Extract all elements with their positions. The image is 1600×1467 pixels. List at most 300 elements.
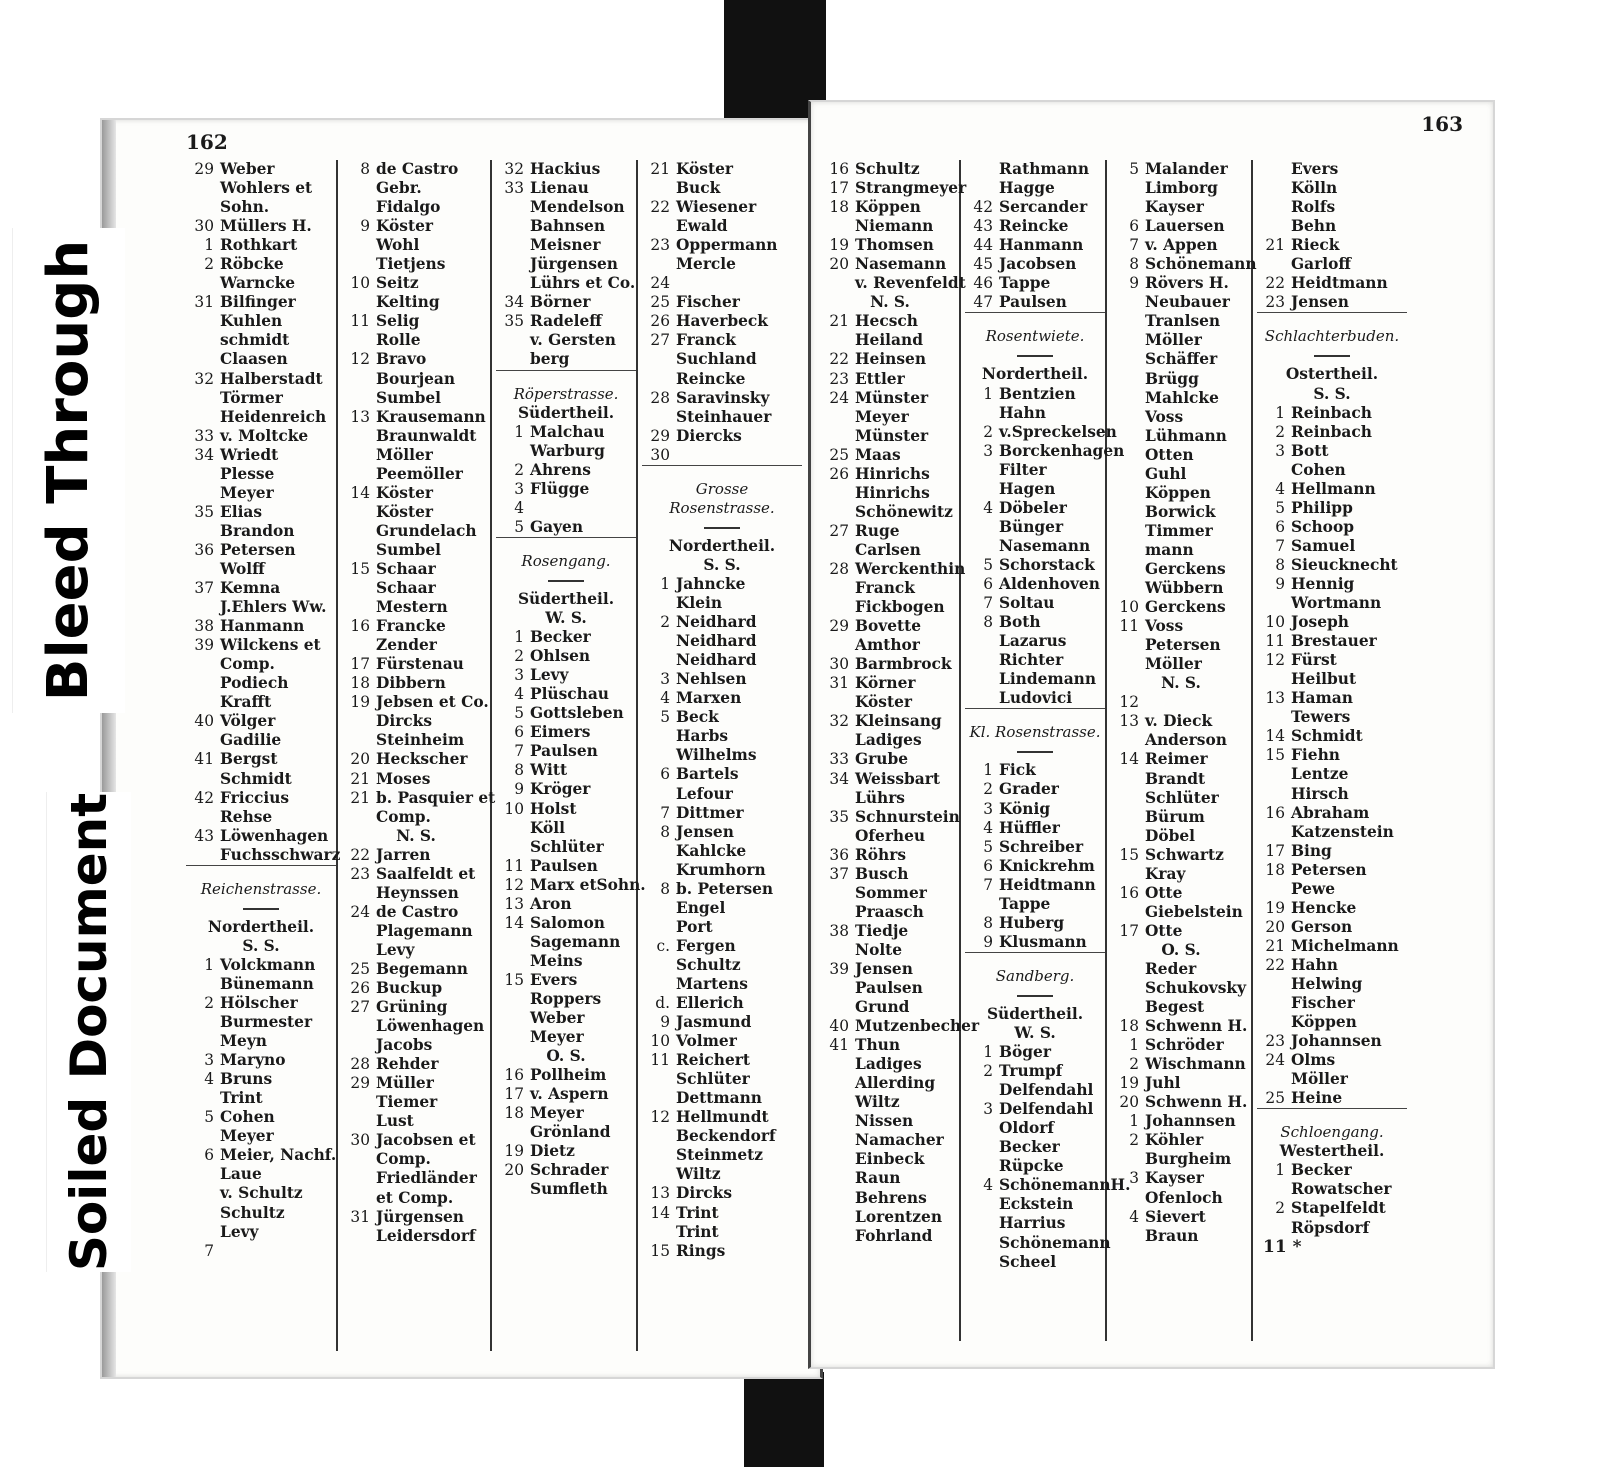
resident-name: Mestern: [376, 598, 448, 617]
directory-entry: [642, 956, 802, 975]
directory-entry: [186, 750, 336, 769]
directory-entry: [342, 770, 490, 789]
resident-name: Möller: [1291, 1070, 1348, 1089]
resident-name: Tiedje: [855, 921, 909, 940]
resident-name: Tappe: [999, 274, 1051, 293]
resident-name: Schlüter: [676, 1070, 750, 1089]
resident-name: Comp.: [220, 655, 275, 674]
resident-name: v. Appen: [1145, 236, 1218, 255]
resident-name: Mendelson: [530, 198, 625, 217]
resident-name: N. S.: [396, 826, 436, 845]
resident-name: Levy: [220, 1222, 259, 1241]
house-number: 4: [1129, 1207, 1139, 1226]
resident-name: Bravo: [376, 350, 427, 369]
street-heading: Sandberg.: [995, 966, 1075, 985]
resident-name: Hinrichs: [855, 464, 930, 483]
house-number: 21: [829, 312, 849, 331]
resident-name: Heidtmann: [999, 875, 1096, 894]
directory-entry: [821, 579, 959, 598]
directory-entry: [1111, 1131, 1251, 1150]
directory-entry: [1257, 975, 1407, 994]
directory-entry: [186, 541, 336, 560]
directory-entry: [496, 914, 636, 933]
house-number: 9: [983, 932, 993, 951]
directory-entry: [1257, 537, 1407, 556]
resident-name: Claasen: [220, 350, 288, 369]
directory-entry: [821, 655, 959, 674]
house-number: 3: [983, 1100, 993, 1119]
house-number: 8: [660, 879, 670, 898]
directory-entry: [1111, 465, 1251, 484]
house-number: 5: [660, 708, 670, 727]
directory-entry: [821, 750, 959, 769]
directory-entry: [821, 236, 959, 255]
directory-entry: [1111, 560, 1251, 579]
house-number: 2: [983, 422, 993, 441]
directory-entry: [496, 838, 636, 857]
directory-entry: [1111, 541, 1251, 560]
resident-name: Döbel: [1145, 826, 1196, 845]
directory-entry: [1257, 556, 1407, 575]
resident-name: v. Gersten: [530, 331, 616, 350]
directory-entry: [496, 160, 636, 179]
directory-entry: [1111, 236, 1251, 255]
resident-name: Borwick: [1145, 502, 1216, 521]
section-subheading: Südertheil.: [517, 589, 615, 608]
resident-name: Schukovsky: [1145, 979, 1247, 998]
resident-name: Rothkart: [220, 236, 298, 255]
resident-name: Sieucknecht: [1291, 555, 1398, 574]
directory-entry: [1111, 1189, 1251, 1208]
directory-entry: [342, 1189, 490, 1208]
resident-name: Sumbel: [376, 388, 441, 407]
directory-entry: [642, 727, 802, 746]
section-subheading: Ostertheil.: [1285, 365, 1379, 384]
soiled-document-text: Soiled Document: [60, 792, 119, 1272]
resident-name: Jarren: [376, 845, 431, 864]
directory-entry: [1257, 708, 1407, 727]
directory-entry: [1111, 293, 1251, 312]
house-number: 34: [504, 293, 524, 312]
resident-name: Francke: [376, 617, 446, 636]
directory-entry: [642, 179, 802, 198]
directory-entry: [821, 427, 959, 446]
house-number: 23: [1265, 1032, 1285, 1051]
directory-entry: [821, 465, 959, 484]
resident-name: Sumbel: [376, 540, 441, 559]
resident-name: Ofenloch: [1145, 1188, 1223, 1207]
resident-name: Cohen: [1291, 460, 1346, 479]
directory-entry: [1111, 960, 1251, 979]
resident-name: berg: [530, 350, 570, 369]
directory-entry: [642, 370, 802, 389]
directory-entry: [186, 217, 336, 236]
resident-name: Weissbart: [855, 769, 940, 788]
directory-entry: [186, 693, 336, 712]
directory-entry: [965, 274, 1105, 293]
directory-entry: [496, 800, 636, 819]
directory-entry: [1111, 217, 1251, 236]
resident-name: Jensen: [676, 822, 734, 841]
house-number: 24: [829, 388, 849, 407]
resident-name: Reinbach: [1291, 422, 1372, 441]
directory-entry: [1257, 461, 1407, 480]
directory-entry: [496, 952, 636, 971]
directory-entry: [496, 442, 636, 461]
resident-name: Werckenthin: [855, 559, 966, 578]
directory-entry: [342, 236, 490, 255]
directory-entry: [642, 217, 802, 236]
resident-name: Huberg: [999, 913, 1065, 932]
house-number: 1: [1129, 1112, 1139, 1131]
house-number: 18: [829, 198, 849, 217]
house-number: 15: [504, 970, 524, 989]
house-number: 32: [504, 160, 524, 178]
resident-name: Jürgensen: [376, 1207, 464, 1226]
house-number: 9: [360, 217, 370, 236]
resident-name: Katzenstein: [1291, 822, 1394, 841]
resident-name: Johannsen: [1291, 1032, 1382, 1051]
resident-name: Otten: [1145, 445, 1194, 464]
section-divider: [965, 312, 1105, 327]
resident-name: Lindemann: [999, 670, 1097, 689]
house-number: 1: [1275, 403, 1285, 422]
resident-name: Grund: [855, 998, 910, 1017]
house-number: 31: [350, 1207, 370, 1226]
directory-entry: [821, 598, 959, 617]
directory-entry: [1257, 994, 1407, 1013]
resident-name: Schlüter: [530, 837, 604, 856]
directory-entry: [186, 312, 336, 331]
resident-name: Lührs: [855, 788, 905, 807]
resident-name: Rolle: [376, 331, 421, 350]
resident-name: Kelting: [376, 293, 440, 312]
resident-name: Becker: [999, 1138, 1060, 1157]
house-number: 36: [829, 845, 849, 864]
directory-entry: [642, 651, 802, 670]
resident-name: Neubauer: [1145, 293, 1230, 312]
directory-entry: [496, 423, 636, 442]
resident-name: Elias: [220, 502, 263, 521]
directory-entry: [186, 331, 336, 350]
directory-entry: [642, 994, 802, 1013]
house-number: 4: [204, 1070, 214, 1089]
house-number: 2: [514, 647, 524, 666]
directory-entry: [821, 922, 959, 941]
resident-name: Haverbeck: [676, 312, 768, 331]
house-number: 28: [829, 559, 849, 578]
house-number: 3: [204, 1051, 214, 1070]
directory-entry: [1257, 518, 1407, 537]
house-number: 38: [194, 617, 214, 636]
resident-name: Jensen: [855, 959, 913, 978]
section-divider: [642, 465, 802, 480]
resident-name: Meisner: [530, 236, 601, 255]
directory-entry: [1257, 651, 1407, 670]
resident-name: Heynssen: [376, 883, 459, 902]
left-col-1: [186, 160, 341, 1351]
house-number: 5: [983, 555, 993, 574]
resident-name: Rathmann: [999, 160, 1090, 178]
directory-entry: [342, 179, 490, 198]
house-number: 12: [650, 1108, 670, 1127]
directory-entry: [1111, 789, 1251, 808]
directory-entry: [821, 960, 959, 979]
section-divider: [1257, 1108, 1407, 1123]
resident-name: Olms: [1291, 1051, 1336, 1070]
directory-entry: [1111, 446, 1251, 465]
directory-entry: [342, 541, 490, 560]
resident-name: Ladiges: [855, 731, 922, 750]
directory-entry: [642, 785, 802, 804]
directory-entry: [186, 255, 336, 274]
house-number: 10: [350, 274, 370, 293]
directory-entry: [821, 559, 966, 579]
house-number: 20: [350, 750, 370, 769]
house-number: 14: [350, 483, 370, 502]
directory-entry: [821, 160, 959, 179]
directory-entry: [642, 918, 802, 937]
resident-name: Schultz: [220, 1203, 285, 1222]
directory-entry: [342, 255, 490, 274]
house-number: 22: [350, 845, 370, 864]
directory-entry: [342, 693, 490, 712]
directory-entry: [186, 198, 336, 217]
section-subheading: W. S.: [1014, 1024, 1056, 1043]
resident-name: Bott: [1291, 441, 1329, 460]
resident-name: Klein: [676, 594, 723, 613]
house-number: 47: [973, 293, 993, 312]
directory-entry: [1111, 1055, 1251, 1074]
resident-name: Samuel: [1291, 536, 1356, 555]
directory-entry: [1111, 770, 1251, 789]
house-number: 3: [514, 666, 524, 685]
directory-entry: [965, 632, 1105, 651]
directory-entry: [821, 693, 959, 712]
house-number: 30: [194, 217, 214, 236]
resident-name: Böger: [999, 1043, 1051, 1062]
house-number: 33: [504, 179, 524, 198]
resident-name: Müllers H.: [220, 217, 312, 236]
directory-entry: [1257, 1013, 1407, 1032]
house-number: 2: [204, 994, 214, 1013]
house-number: 17: [1119, 921, 1139, 940]
directory-entry: [1111, 389, 1251, 408]
directory-entry: [1111, 884, 1251, 903]
directory-entry: [1257, 918, 1407, 937]
street-heading: Röperstrasse.: [513, 384, 619, 403]
resident-name: Giebelstein: [1145, 902, 1243, 921]
resident-name: O. S.: [546, 1047, 586, 1066]
house-number: 29: [829, 617, 849, 636]
resident-name: Münster: [855, 426, 929, 445]
directory-entry: [821, 1074, 959, 1093]
directory-entry: [965, 819, 1105, 838]
house-number: 19: [829, 236, 849, 255]
resident-name: Möller: [1145, 655, 1202, 674]
directory-entry: [965, 780, 1105, 799]
directory-entry: [1257, 1199, 1407, 1218]
house-number: 3: [983, 441, 993, 460]
resident-name: Tappe: [999, 894, 1051, 913]
resident-name: Limborg: [1145, 179, 1218, 198]
directory-entry: [821, 1055, 959, 1074]
resident-name: J.Ehlers Ww.: [220, 598, 327, 617]
house-number: 2: [204, 255, 214, 274]
house-number: 4: [514, 498, 524, 517]
house-number: 3: [983, 799, 993, 818]
directory-entry: [821, 389, 959, 408]
resident-name: Gayen: [530, 517, 584, 536]
directory-entry: [342, 331, 490, 350]
directory-entry: [642, 804, 802, 823]
directory-entry: [186, 712, 336, 731]
directory-entry: [342, 389, 490, 408]
resident-name: Neidhard: [676, 613, 757, 632]
resident-name: Meyn: [220, 1032, 267, 1051]
resident-name: Friccius: [220, 788, 290, 807]
house-number: 17: [350, 655, 370, 674]
resident-name: Beckendorf: [676, 1127, 776, 1146]
directory-entry: [186, 522, 336, 541]
house-number: 8: [1275, 555, 1285, 574]
directory-entry: [496, 236, 636, 255]
directory-entry: [342, 712, 490, 731]
resident-name: Gerckens: [1145, 598, 1226, 617]
directory-entry: [642, 1204, 802, 1223]
directory-entry: [965, 537, 1105, 556]
resident-name: Meins: [530, 951, 583, 970]
directory-entry: [342, 217, 490, 236]
house-number: 1: [1129, 1036, 1139, 1055]
house-number: 17: [1265, 841, 1285, 860]
resident-name: Raun: [855, 1169, 901, 1188]
directory-entry: [1257, 804, 1407, 823]
resident-name: Köster: [376, 217, 433, 236]
house-number: 40: [194, 712, 214, 731]
directory-entry: [186, 1032, 336, 1051]
directory-entry: [821, 998, 959, 1017]
resident-name: Müller: [376, 1074, 434, 1093]
directory-entry: [1257, 179, 1407, 198]
directory-entry: [342, 960, 490, 979]
directory-entry: [965, 914, 1105, 933]
resident-name: Tewers: [1291, 708, 1351, 727]
house-number: 17: [504, 1085, 524, 1104]
house-number: 1: [204, 236, 214, 255]
resident-name: Sohn.: [220, 198, 270, 217]
house-number: 41: [829, 1036, 849, 1055]
resident-name: Warburg: [530, 441, 605, 460]
directory-entry: [1111, 198, 1251, 217]
house-number: 27: [650, 331, 670, 350]
directory-entry: [496, 518, 636, 537]
resident-name: Marxen: [676, 689, 742, 708]
resident-name: Braunwaldt: [376, 426, 477, 445]
directory-entry: [642, 198, 802, 217]
resident-name: Mutzenbecher: [855, 1017, 980, 1036]
directory-entry: [965, 179, 1105, 198]
resident-name: Heidenreich: [220, 407, 327, 426]
directory-entry: [642, 765, 802, 784]
resident-name: Bahnsen: [530, 217, 606, 236]
house-number: 13: [504, 894, 524, 913]
resident-name: Salomon: [530, 913, 605, 932]
resident-name: Suchland: [676, 350, 757, 369]
resident-name: Marx etSohn.: [530, 875, 646, 894]
resident-name: Bourjean: [376, 369, 456, 388]
resident-name: Schwartz: [1145, 845, 1224, 864]
resident-name: Lühmann: [1145, 426, 1227, 445]
directory-entry: [965, 594, 1105, 613]
directory-entry: [1257, 899, 1407, 918]
house-number: 25: [350, 959, 370, 978]
directory-entry: [965, 1214, 1105, 1233]
directory-entry: [496, 628, 636, 647]
directory-entry: [186, 975, 336, 994]
resident-name: Petersen: [1291, 860, 1367, 879]
directory-entry: [186, 994, 336, 1013]
house-number: 20: [1119, 1093, 1139, 1112]
resident-name: N. S.: [1161, 674, 1201, 693]
resident-name: Seitz: [376, 274, 419, 293]
resident-name: Maryno: [220, 1051, 286, 1070]
house-number: d.: [655, 994, 670, 1013]
resident-name: Oppermann: [676, 236, 778, 255]
directory-entry: [496, 666, 636, 685]
house-number: 5: [204, 1108, 214, 1127]
resident-name: Schönewitz: [855, 502, 953, 521]
directory-entry: [821, 617, 959, 636]
resident-name: Döbeler: [999, 498, 1067, 517]
resident-name: Hölscher: [220, 994, 298, 1013]
directory-entry: [821, 541, 959, 560]
resident-name: Volmer: [676, 1032, 737, 1051]
resident-name: v. Aspern: [530, 1085, 609, 1104]
resident-name: Behrens: [855, 1188, 927, 1207]
resident-name: Johannsen: [1145, 1112, 1236, 1131]
resident-name: Nolte: [855, 940, 903, 959]
directory-entry: [1111, 998, 1251, 1017]
directory-entry: [186, 484, 336, 503]
resident-name: Eimers: [530, 723, 591, 742]
directory-entry: [186, 465, 336, 484]
house-number: 26: [350, 979, 370, 998]
directory-entry: [186, 1223, 336, 1242]
directory-entry: [1257, 727, 1407, 746]
resident-name: Trint: [676, 1222, 719, 1241]
house-number: 17: [829, 179, 849, 198]
directory-entry: [1111, 1093, 1251, 1112]
directory-entry: [1111, 979, 1251, 998]
resident-name: Diercks: [676, 426, 742, 445]
house-number: 4: [983, 498, 993, 517]
soiled-document-label: [46, 792, 131, 1272]
directory-entry: [821, 1112, 959, 1131]
directory-entry: [186, 179, 336, 198]
house-number: 37: [194, 579, 214, 598]
directory-entry: [1111, 617, 1251, 636]
short-rule: [642, 518, 802, 537]
house-number: 4: [660, 689, 670, 708]
resident-name: Barmbrock: [855, 655, 952, 674]
directory-entry: [821, 312, 959, 331]
resident-name: Borckenhagen: [999, 441, 1125, 460]
resident-name: Podiech: [220, 674, 289, 693]
resident-name: Grader: [999, 780, 1059, 799]
resident-name: Tiemer: [376, 1093, 438, 1112]
resident-name: Mahlcke: [1145, 388, 1219, 407]
